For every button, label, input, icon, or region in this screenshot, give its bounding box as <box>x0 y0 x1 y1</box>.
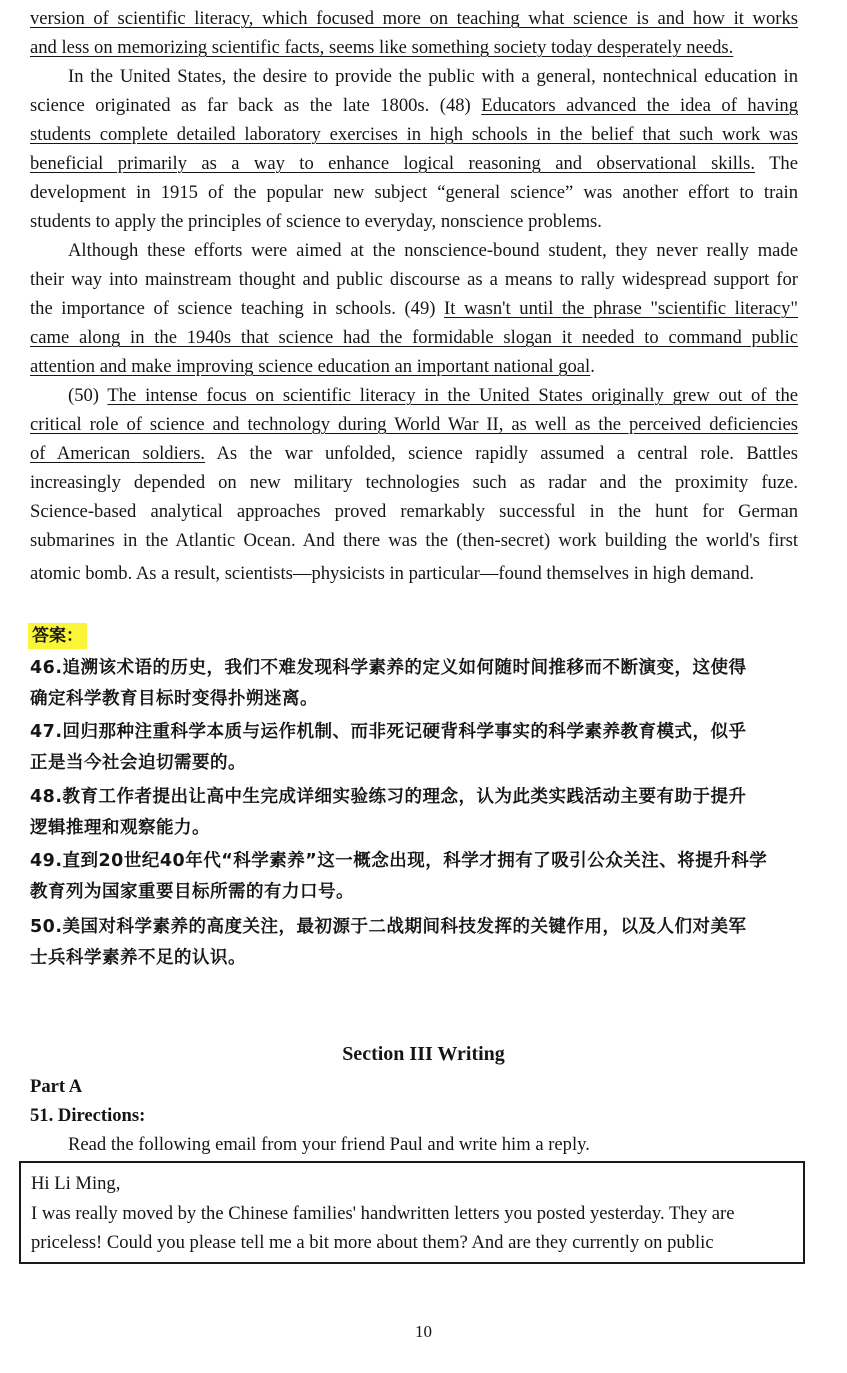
underlined-line: critical role of science and technology during World War II, as well as the perceived deficiencies <box>30 414 798 435</box>
answer-line: 教育列为国家重要目标所需的有力口号。 <box>30 882 354 902</box>
text-segment: (50) <box>68 385 108 406</box>
directions-label: 51. Directions: <box>30 1105 146 1126</box>
text-segment: The <box>754 153 798 174</box>
underlined-line: came along in the 1940s that science had the formidable slogan it needed to command public <box>30 327 798 348</box>
answer-46 <box>30 653 800 715</box>
text-line: Science-based analytical approaches proved remarkably successful in the hunt for German <box>30 501 798 522</box>
underlined-segment: beneficial primarily as a way to enhance logical reasoning and observational skills. <box>30 153 755 174</box>
directions-text: Read the following email from your friend Paul and write him a reply. <box>68 1134 590 1155</box>
answer-48 <box>30 782 800 844</box>
passage-paragraph-50 <box>30 381 798 588</box>
underlined-line: students complete detailed laboratory exercises in high schools in the belief that such work was <box>30 124 798 145</box>
text-line: development in 1915 of the popular new subject “general science” was another effort to train <box>30 182 798 203</box>
text-line: Although these efforts were aimed at the nonscience-bound student, they never really made <box>68 240 798 261</box>
underlined-segment: The intense focus on scientific literacy in the United States originally grew out of the <box>107 385 798 406</box>
text-line: In the United States, the desire to provide the public with a general, nontechnical education in <box>68 66 798 87</box>
passage-paragraph-49 <box>30 236 798 381</box>
section-title: Section III Writing <box>342 1043 505 1065</box>
underlined-segment: of American soldiers. <box>30 443 206 464</box>
email-greeting: Hi Li Ming, <box>31 1173 121 1194</box>
passage-paragraph-48 <box>30 62 798 236</box>
text-line: submarines in the Atlantic Ocean. And there was the (then-secret) work building the world's first <box>30 530 798 551</box>
underlined-segment: It wasn't until the phrase "scientific literacy" <box>444 298 798 319</box>
text-line <box>30 352 798 381</box>
answer-49 <box>30 846 800 908</box>
answer-47 <box>30 717 800 779</box>
text-line <box>30 381 798 410</box>
email-line: priceless! Could you please tell me a bit more about them? And are they currently on public <box>31 1232 714 1253</box>
passage-paragraph-intro <box>30 4 798 62</box>
answer-line: 确定科学教育目标时变得扑朔迷离。 <box>30 689 318 709</box>
answer-line: 正是当今社会迫切需要的。 <box>30 753 246 773</box>
answer-line: 逻辑推理和观察能力。 <box>30 818 210 838</box>
text-segment: . <box>590 356 595 377</box>
answer-line: 49.直到20世纪40年代“科学素养”这一概念出现，科学才拥有了吸引公众关注、将提升科学 <box>30 851 768 871</box>
answer-line: 46.追溯该术语的历史，我们不难发现科学素养的定义如何随时间推移而不断演变，这使得 <box>30 658 747 678</box>
page-number: 10 <box>415 1322 432 1341</box>
text-segment: science originated as far back as the late 1800s. (48) <box>30 95 482 116</box>
answer-50 <box>30 912 800 974</box>
answer-label-highlight: 答案： <box>28 623 87 649</box>
part-heading: Part A <box>30 1076 83 1097</box>
answer-line: 47.回归那种注重科学本质与运作机制、而非死记硬背科学事实的科学素养教育模式，似乎 <box>30 722 747 742</box>
underlined-segment: Educators advanced the idea of having <box>481 95 798 116</box>
text-line <box>30 91 798 120</box>
underlined-line: version of scientific literacy, which focused more on teaching what science is and how it works <box>30 8 798 29</box>
email-line: I was really moved by the Chinese families' handwritten letters you posted yesterday. They are <box>31 1203 735 1224</box>
text-line <box>30 439 798 468</box>
text-line: increasingly depended on new military technologies such as radar and the proximity fuze. <box>30 472 798 493</box>
text-segment: As the war unfolded, science rapidly assumed a central role. Battles <box>205 443 798 464</box>
answer-line: 50.美国对科学素养的高度关注，最初源于二战期间科技发挥的关键作用，以及人们对美军 <box>30 917 747 937</box>
text-line: their way into mainstream thought and public discourse as a means to rally widespread support for <box>30 269 798 290</box>
text-line <box>30 149 798 178</box>
email-box <box>19 1161 805 1264</box>
text-line: atomic bomb. As a result, scientists—physicists in particular—found themselves in high demand. <box>30 563 755 584</box>
underlined-line: and less on memorizing scientific facts, seems like something society today desperately needs. <box>30 37 734 58</box>
underlined-segment: attention and make improving science education an important national goal <box>30 356 591 377</box>
answer-line: 士兵科学素养不足的认识。 <box>30 948 246 968</box>
text-line <box>30 294 798 323</box>
text-line: students to apply the principles of science to everyday, nonscience problems. <box>30 211 602 232</box>
answer-line: 48.教育工作者提出让高中生完成详细实验练习的理念，认为此类实践活动主要有助于提升 <box>30 787 747 807</box>
text-segment: the importance of science teaching in schools. (49) <box>30 298 445 319</box>
